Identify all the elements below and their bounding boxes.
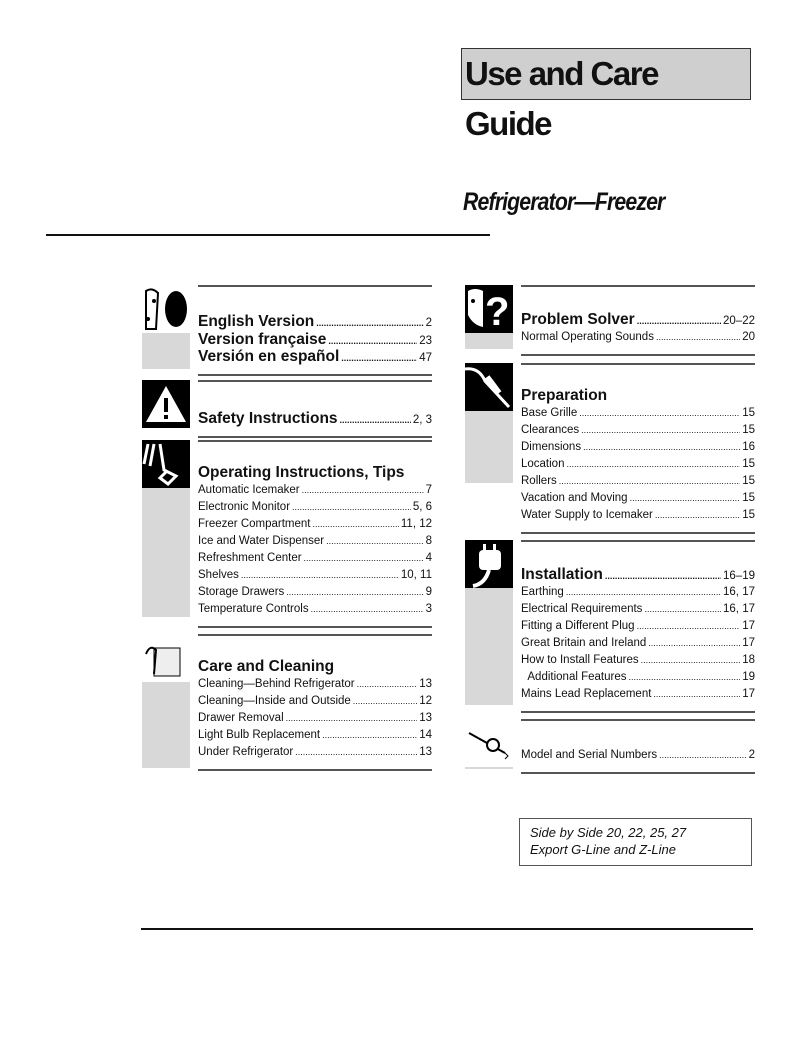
toc-entry-page: 15 — [742, 475, 755, 487]
toc-entry-label: Storage Drawers — [198, 586, 285, 598]
toc-entry-label: Mains Lead Replacement — [521, 687, 652, 700]
toc-entry[interactable] — [198, 693, 432, 710]
toc-entry-label: Water Supply to Icemaker — [521, 509, 653, 521]
leader-dots — [341, 348, 417, 368]
toc-entry-label: Ice and Water Dispenser — [198, 535, 325, 547]
leader-dots — [286, 584, 423, 601]
toc-entry-page: 15 — [742, 492, 755, 504]
toc-entry[interactable] — [521, 329, 755, 346]
toc-entry-label: Drawer Removal — [198, 712, 284, 724]
leader-dots — [559, 473, 740, 490]
toc-entry[interactable] — [521, 490, 755, 507]
leader-dots — [656, 329, 740, 346]
toc-entry-label: Base Grille — [521, 407, 578, 419]
toc-entry-page: 12 — [419, 695, 432, 707]
toc-entry[interactable] — [521, 456, 755, 473]
section-bottom-rule — [198, 374, 432, 376]
toc-entry[interactable] — [198, 516, 432, 533]
leader-dots — [353, 693, 417, 710]
toc-entry-label: Fitting a Different Plug — [521, 619, 635, 632]
toc-entry-label: Cleaning—Inside and Outside — [198, 695, 351, 707]
toc-entry-page: 17 — [742, 687, 755, 700]
toc-entry-label: Clearances — [521, 424, 580, 436]
section-bottom-rule — [521, 532, 755, 534]
toc-entry[interactable] — [521, 311, 755, 329]
toc-entry-label: Location — [521, 458, 565, 470]
toc-entry-page: 15 — [742, 424, 755, 436]
toc-entry[interactable] — [521, 405, 755, 422]
toc-entry-page: 7 — [425, 484, 432, 496]
leader-dots — [637, 618, 741, 635]
toc-entry-page: 47 — [419, 352, 432, 364]
leader-dots — [641, 652, 741, 669]
toc-entry-label: Versión en español — [198, 348, 340, 365]
toc-entry-page: 16, 17 — [723, 602, 755, 615]
warning-triangle-icon — [142, 380, 190, 428]
toc-entry-label: Automatic Icemaker — [198, 484, 300, 496]
leader-dots — [628, 669, 740, 686]
leader-dots — [583, 439, 740, 456]
toc-entry-page: 10, 11 — [400, 569, 432, 581]
toc-entry[interactable] — [198, 550, 432, 567]
toc-entry-label: Model and Serial Numbers — [521, 749, 658, 761]
toc-entry[interactable] — [198, 710, 432, 727]
toc-entry[interactable] — [198, 676, 432, 693]
toc-entry-page: 9 — [425, 586, 432, 598]
toc-entry[interactable] — [198, 482, 432, 499]
toc-entry-page: 16, 17 — [723, 585, 755, 598]
toc-entry[interactable] — [198, 601, 432, 618]
toc-entry-label: Great Britain and Ireland — [521, 636, 647, 649]
toc-entry-label: Light Bulb Replacement — [198, 729, 321, 741]
toc-entry-page: 13 — [419, 746, 432, 758]
leader-dots — [312, 516, 398, 533]
toc-entry-label: Cleaning—Behind Refrigerator — [198, 678, 355, 690]
toc-entry-label: Installation — [521, 566, 603, 583]
toc-entry-page: 17 — [742, 619, 755, 632]
toc-entry[interactable] — [521, 473, 755, 490]
toc-entry-label: Under Refrigerator — [198, 746, 294, 758]
toc-entry-page: 13 — [419, 678, 432, 690]
leader-dots — [566, 584, 721, 601]
guide-title: Use and Care Guide — [461, 48, 751, 100]
section-bottom-rule — [521, 711, 755, 713]
toc-entry-label: Safety Instructions — [198, 410, 338, 427]
leader-dots — [326, 533, 423, 550]
leader-dots — [630, 490, 741, 507]
product-subtitle: Refrigerator—Freezer — [463, 188, 665, 216]
leader-dots — [581, 422, 740, 439]
header-rule — [46, 234, 490, 236]
model-note-line1: Side by Side 20, 22, 25, 27 — [530, 825, 687, 840]
toc-entry[interactable] — [521, 439, 755, 456]
toc-entry[interactable] — [198, 499, 432, 516]
leader-dots — [648, 635, 740, 652]
section-bottom-rule — [198, 626, 432, 628]
toc-entry-label: Temperature Controls — [198, 603, 309, 615]
section-heading: Preparation — [521, 387, 608, 404]
toc-entry[interactable] — [521, 618, 755, 635]
toc-entry-label: Shelves — [198, 569, 239, 581]
toc-entry[interactable] — [521, 635, 755, 652]
svg-text:?: ? — [485, 290, 510, 333]
toc-entry[interactable] — [198, 567, 432, 584]
leader-dots — [655, 507, 740, 524]
toc-entry[interactable] — [521, 747, 755, 764]
toc-entry-page: 15 — [742, 509, 755, 521]
model-note — [519, 818, 752, 866]
sponge-hand-icon — [142, 634, 190, 682]
toc-entry[interactable] — [198, 533, 432, 550]
toc-entry[interactable] — [521, 686, 755, 703]
toc-entry-page: 15 — [742, 458, 755, 470]
leader-dots — [292, 499, 411, 516]
toc-entry-page: 11, 12 — [400, 518, 432, 530]
toc-entry[interactable] — [198, 584, 432, 601]
section-bottom-rule — [198, 436, 432, 438]
face-question-icon — [465, 285, 513, 333]
leader-dots — [644, 601, 721, 618]
leader-dots — [311, 601, 424, 618]
toc-entry[interactable] — [198, 313, 432, 331]
toc-entry[interactable] — [521, 566, 755, 584]
leader-dots — [241, 567, 399, 584]
toc-entry-label: Normal Operating Sounds — [521, 330, 654, 343]
toc-entry-page: 2, 3 — [412, 414, 432, 426]
leader-dots — [659, 747, 746, 764]
toc-entry-page: 5, 6 — [412, 501, 432, 513]
toc-entry-page: 23 — [419, 334, 432, 347]
toc-entry[interactable] — [521, 669, 755, 686]
leader-dots — [340, 410, 411, 430]
footer-rule — [141, 928, 753, 930]
toc-entry[interactable] — [198, 744, 432, 761]
section-bottom-rule — [521, 772, 755, 774]
leader-dots — [295, 744, 417, 761]
toc-entry-page: 15 — [742, 407, 755, 419]
toc-entry-page: 20 — [742, 330, 755, 343]
leader-dots — [322, 727, 417, 744]
section-heading: Care and Cleaning — [198, 658, 335, 675]
toc-entry-page: 17 — [742, 636, 755, 649]
section-bottom-rule — [521, 354, 755, 356]
toc-entry-page: 16 — [742, 441, 755, 453]
toc-entry-label: Rollers — [521, 475, 557, 487]
hand-tool-icon — [465, 363, 513, 411]
toc-entry-page: 18 — [742, 653, 755, 666]
toc-entry[interactable] — [198, 331, 432, 349]
toc-entry-page: 13 — [419, 712, 432, 724]
toc-entry-label: How to Install Features — [521, 653, 639, 666]
toc-entry[interactable] — [521, 601, 755, 618]
serial-plate-icon — [465, 719, 513, 767]
toc-entry-page: 19 — [742, 670, 755, 683]
hand-pressing-icon — [142, 440, 190, 488]
toc-entry-label: Refreshment Center — [198, 552, 302, 564]
toc-entry-page: 3 — [425, 603, 432, 615]
toc-entry[interactable] — [198, 348, 432, 366]
toc-entry-label: Additional Features — [521, 670, 627, 683]
toc-entry[interactable] — [521, 652, 755, 669]
toc-entry[interactable] — [198, 727, 432, 744]
toc-entry-page: 4 — [425, 552, 432, 564]
toc-entry[interactable] — [521, 584, 755, 601]
leader-dots — [653, 686, 740, 703]
section-bottom-rule — [198, 769, 432, 771]
toc-entry-label: Vacation and Moving — [521, 492, 628, 504]
toc-entry-label: Version française — [198, 330, 327, 348]
leader-dots — [357, 676, 418, 693]
toc-entry-page: 16–19 — [723, 570, 755, 582]
toc-entry-label: Electronic Monitor — [198, 501, 291, 513]
toc-entry[interactable] — [521, 422, 755, 439]
toc-entry-page: 14 — [419, 729, 432, 741]
toc-entry-label: Electrical Requirements — [521, 602, 643, 615]
toc-entry-page: 20–22 — [723, 315, 755, 327]
toc-entry-page: 2 — [748, 749, 755, 761]
toc-entry[interactable] — [521, 507, 755, 524]
toc-entry-label: Dimensions — [521, 441, 582, 453]
leader-dots — [304, 550, 424, 567]
leader-dots — [286, 710, 418, 727]
toc-entry-label: Problem Solver — [521, 311, 635, 328]
section-heading: Operating Instructions, Tips — [198, 464, 405, 481]
toc-entry-label: Earthing — [521, 585, 564, 598]
leader-dots — [302, 482, 424, 499]
toc-entry-label: English Version — [198, 313, 315, 330]
toc-entry[interactable] — [198, 410, 432, 428]
plug-icon — [465, 540, 513, 588]
toc-entry-page: 2 — [425, 317, 432, 329]
model-note-line2: Export G-Line and Z-Line — [530, 842, 676, 857]
leader-dots — [566, 456, 740, 473]
toc-entry-label: Freezer Compartment — [198, 518, 311, 530]
leader-dots — [579, 405, 740, 422]
talking-face-icon — [142, 285, 190, 333]
toc-entry-page: 8 — [425, 535, 432, 547]
